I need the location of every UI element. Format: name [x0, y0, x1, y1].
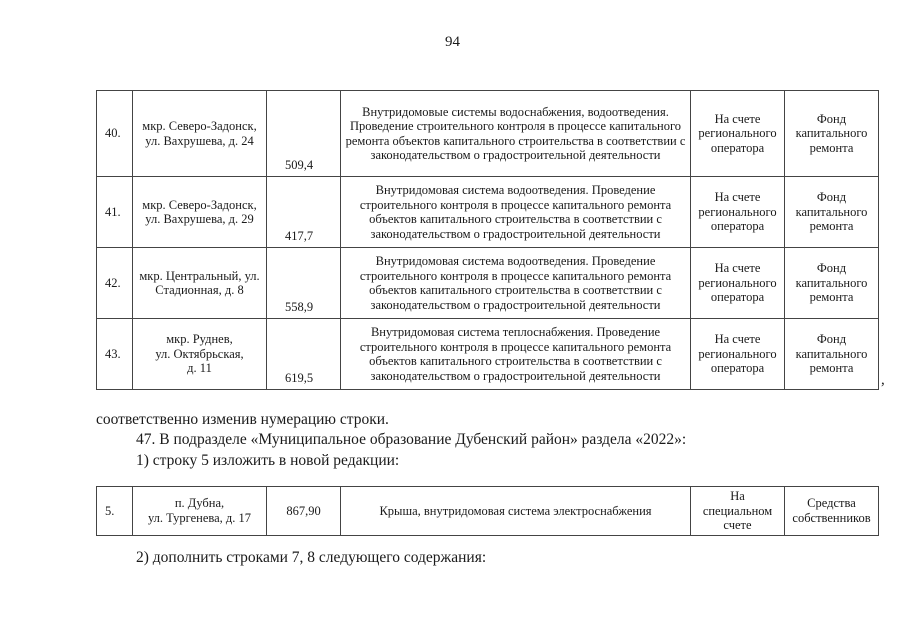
address-line: ул. Октябрьская, — [155, 346, 244, 361]
row-work: Крыша, внутридомовая система электроснабжения — [341, 487, 691, 536]
row-address — [133, 319, 267, 390]
row-account: На счете регионального оператора — [691, 177, 785, 248]
row-account: На счете регионального оператора — [691, 319, 785, 390]
row-number: 5. — [97, 487, 133, 536]
paragraph-add-rows: 2) дополнить строками 7, 8 следующего содержания: — [136, 549, 487, 566]
paragraph-numbering-note: соответственно изменив нумерацию строки. — [96, 411, 389, 428]
address-line: ул. Вахрушева, д. 29 — [145, 212, 254, 226]
address-line: ул. Тургенева, д. 17 — [147, 510, 252, 525]
row-number: 42. — [97, 248, 133, 319]
row-source: Фонд капитального ремонта — [785, 319, 879, 390]
table-row — [97, 177, 879, 248]
row-area: 619,5 — [267, 319, 341, 390]
row-area: 558,9 — [267, 248, 341, 319]
row-address — [133, 248, 267, 319]
table-row — [97, 487, 879, 536]
address-line: мкр. Центральный, ул. — [139, 268, 260, 283]
row-work: Внутридомовая система водоотведения. Проведение строительного контроля в процессе капитального ремонта объектов капитального строительства в соответствии с законодательством о градостроительной деятельности — [341, 248, 691, 319]
address-line: мкр. Северо-Задонск, — [142, 197, 257, 212]
row-source: Фонд капитального ремонта — [785, 248, 879, 319]
address-line: Стадионная, д. 8 — [155, 283, 244, 297]
address-line: ул. Вахрушева, д. 24 — [145, 133, 254, 148]
row-source: Средства собственников — [785, 487, 879, 536]
row-area: 417,7 — [267, 177, 341, 248]
row-area: 867,90 — [267, 487, 341, 536]
row-number: 41. — [97, 177, 133, 248]
row-account: На счете регионального оператора — [691, 91, 785, 177]
row-address — [133, 487, 267, 536]
row-work: Внутридомовые системы водоснабжения, водоотведения. Проведение строительного контроля в процессе капитального ремонта объектов капитального строительства в соответствии с законодательством о градостроительной деятельности — [341, 91, 691, 177]
paragraph-replace-row-5: 1) строку 5 изложить в новой редакции: — [136, 452, 400, 469]
table-row — [97, 248, 879, 319]
paragraph-section-47: 47. В подразделе «Муниципальное образование Дубенский район» раздела «2022»: — [136, 431, 687, 448]
row-account: На счете регионального оператора — [691, 248, 785, 319]
address-line: д. 11 — [187, 361, 212, 376]
row-number: 43. — [97, 319, 133, 390]
row-account: На специальном счете — [691, 487, 785, 536]
row-number: 40. — [97, 91, 133, 177]
row-source: Фонд капитального ремонта — [785, 177, 879, 248]
amendment-table — [96, 90, 879, 390]
table-row — [97, 319, 879, 390]
row-work: Внутридомовая система водоотведения. Проведение строительного контроля в процессе капитального ремонта объектов капитального строительства в соответствии с законодательством о градостроительной деятельности — [341, 177, 691, 248]
row-area: 509,4 — [267, 91, 341, 177]
row-address — [133, 177, 267, 248]
row-source: Фонд капитального ремонта — [785, 91, 879, 177]
row-5-table — [96, 486, 879, 536]
address-line: п. Дубна, — [174, 496, 225, 511]
address-line: мкр. Северо-Задонск, — [142, 119, 257, 133]
trailing-comma: , — [881, 372, 885, 388]
row-address — [133, 91, 267, 177]
address-line: мкр. Руднев, — [166, 332, 233, 347]
table-row — [97, 91, 879, 177]
page-number: 94 — [445, 34, 460, 50]
row-work: Внутридомовая система теплоснабжения. Проведение строительного контроля в процессе капитального ремонта объектов капитального строительства в соответствии с законодательством о градостроительной деятельности — [341, 319, 691, 390]
